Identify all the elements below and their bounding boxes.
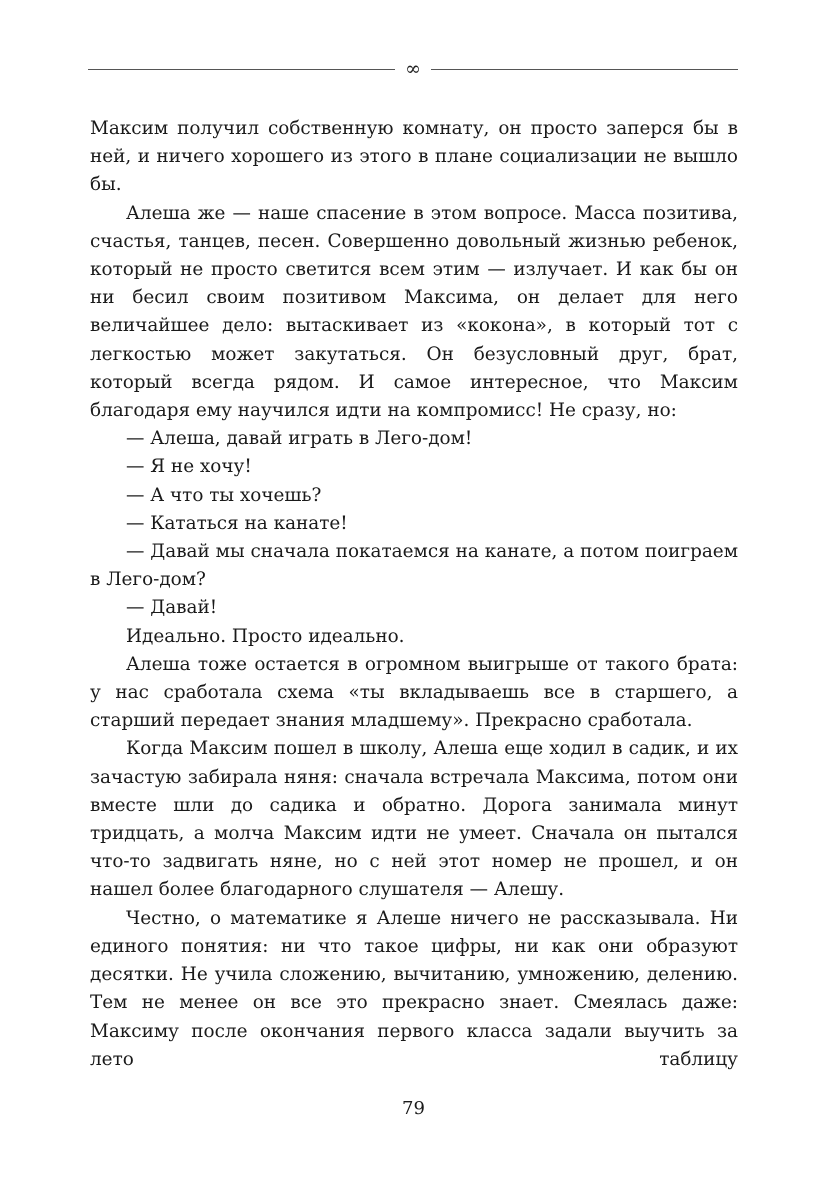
infinity-ornament-icon: ∞ xyxy=(405,58,421,80)
header-rule-left-line xyxy=(88,69,395,70)
dialogue-line: — Я не хочу! xyxy=(126,456,252,478)
dialogue-line: — Давай мы сначала покатаемся на канате, а потом поиграем в Лего-дом? xyxy=(90,541,738,591)
body-text xyxy=(90,115,738,1074)
header-rule-right-line xyxy=(431,69,738,70)
page-number: 79 xyxy=(402,1098,425,1119)
paragraph: Алеша же — наше спасение в этом вопросе. Масса позитива, счастья, танцев, песен. Совершенно довольный жизнью ребенок, который не просто светится всем этим — излучает. И как бы он ни бесил своим позитивом Максима, он делает для него величайшее дело: вытаскивает из «кокона», в который тот с легкостью может закутаться. Он безусловный друг, брат, который всегда рядом. И самое интересное, что Максим благодаря ему научился идти на компромисс! Не сразу, но: xyxy=(90,202,738,422)
paragraph: Максим получил собственную комнату, он просто заперся бы в ней, и ничего хорошего из этого в плане социализации не вышло бы. xyxy=(90,118,738,196)
header-rule xyxy=(88,58,738,80)
dialogue-line: — Кататься на канате! xyxy=(126,512,348,534)
paragraph: Идеально. Просто идеально. xyxy=(126,625,405,647)
paragraph: Алеша тоже остается в огромном выигрыше от такого брата: у нас сработала схема «ты вкладываешь все в старшего, а старший передает знания младшему». Прекрасно сработала. xyxy=(90,653,738,732)
dialogue-line: — Давай! xyxy=(126,597,218,619)
dialogue-line: — Алеша, давай играть в Лего-дом! xyxy=(126,428,473,450)
paragraph: Когда Максим пошел в школу, Алеша еще ходил в садик, и их зачастую забирала няня: сначала встречала Максима, потом они вместе шли до садика и обратно. Дорога занимала минут тридцать, а молча Максим идти не умеет. Сначала он пытался что-то задвигать няне, но с ней этот номер не прошел, и он нашел более благодарного слушателя — Алешу. xyxy=(90,738,738,901)
paragraph: Честно, о математике я Алеше ничего не рассказывала. Ни единого понятия: ни что такое цифры, ни как они образуют десятки. Не учила сложению, вычитанию, умножению, делению. Тем не менее он все это прекрасно знает. Смеялась даже: Максиму после окончания первого класса задали выучить за лето таблицу xyxy=(90,907,738,1070)
dialogue-line: — А что ты хочешь? xyxy=(126,484,322,506)
